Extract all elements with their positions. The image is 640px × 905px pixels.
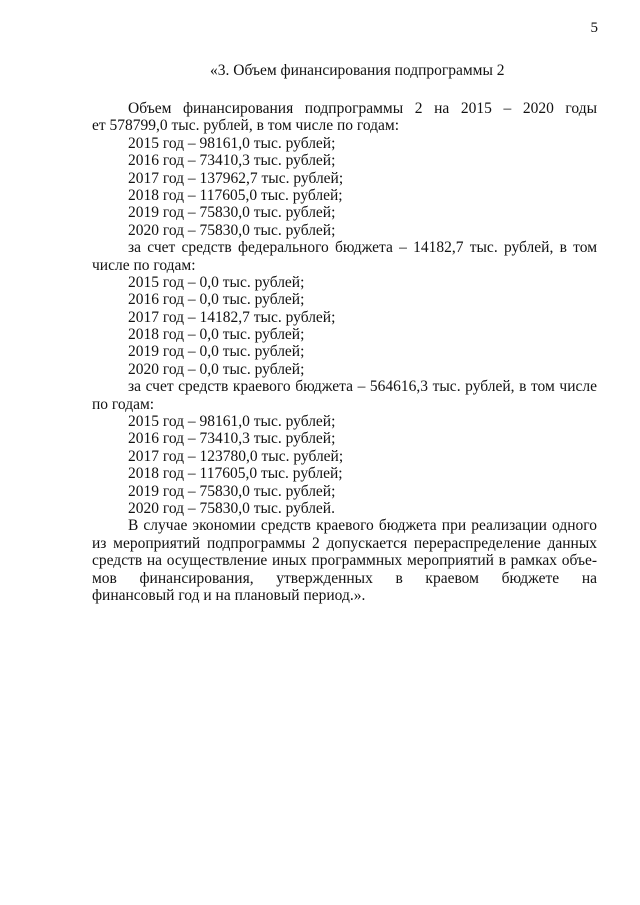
federal-year-2016: 2016 год – 0,0 тыс. рублей; — [128, 291, 305, 309]
total-year-2019: 2019 год – 75830,0 тыс. рублей; — [128, 204, 336, 222]
total-year-2016: 2016 год – 73410,3 тыс. рублей; — [128, 152, 336, 170]
total-year-2020: 2020 год – 75830,0 тыс. рублей; — [128, 221, 336, 239]
closing-line-5: финансовый год и на плановый период.». — [92, 586, 366, 604]
regional-year-2018: 2018 год – 117605,0 тыс. рублей; — [128, 465, 343, 483]
federal-year-2020: 2020 год – 0,0 тыс. рублей; — [128, 360, 305, 378]
regional-line-2: по годам: — [92, 395, 155, 413]
closing-line-2: из мероприятий подпрограммы 2 допускается перераспределение данных — [92, 534, 597, 552]
closing-line-1: В случае экономии средств краевого бюджета при реализации одного — [128, 517, 597, 535]
page-number: 5 — [590, 20, 598, 36]
regional-year-2017: 2017 год – 123780,0 тыс. рублей; — [128, 447, 344, 465]
intro-line-2: ет 578799,0 тыс. рублей, в том числе по годам: — [92, 117, 400, 135]
intro-line-1: Объем финансирования подпрограммы 2 на 2015 – 2020 годы — [128, 100, 597, 117]
regional-year-2019: 2019 год – 75830,0 тыс. рублей; — [128, 482, 336, 500]
total-year-2017: 2017 год – 137962,7 тыс. рублей; — [128, 169, 344, 187]
federal-year-2015: 2015 год – 0,0 тыс. рублей; — [128, 273, 305, 291]
total-year-2015: 2015 год – 98161,0 тыс. рублей; — [128, 134, 336, 152]
total-year-2018: 2018 год – 117605,0 тыс. рублей; — [128, 186, 343, 204]
federal-line-2: числе по годам: — [92, 256, 196, 274]
section-title: «3. Объем финансирования подпрограммы 2 — [210, 62, 505, 79]
federal-line-1: за счет средств федерального бюджета – 14182,7 тыс. рублей, в том — [128, 239, 597, 257]
federal-year-2018: 2018 год – 0,0 тыс. рублей; — [128, 326, 305, 344]
federal-year-2019: 2019 год – 0,0 тыс. рублей; — [128, 343, 305, 361]
closing-line-4: мов финансирования, утвержденных в краевом бюджете на — [92, 569, 597, 587]
regional-line-1: за счет средств краевого бюджета – 564616,3 тыс. рублей, в том числе — [128, 378, 597, 396]
document-body — [92, 100, 597, 604]
federal-year-2017: 2017 год – 14182,7 тыс. рублей; — [128, 308, 336, 326]
closing-line-3: средств на осуществление иных программных мероприятий в рамках объе- — [92, 552, 597, 570]
regional-year-2015: 2015 год – 98161,0 тыс. рублей; — [128, 413, 336, 431]
regional-year-2016: 2016 год – 73410,3 тыс. рублей; — [128, 430, 336, 448]
regional-year-2020: 2020 год – 75830,0 тыс. рублей. — [128, 499, 335, 517]
